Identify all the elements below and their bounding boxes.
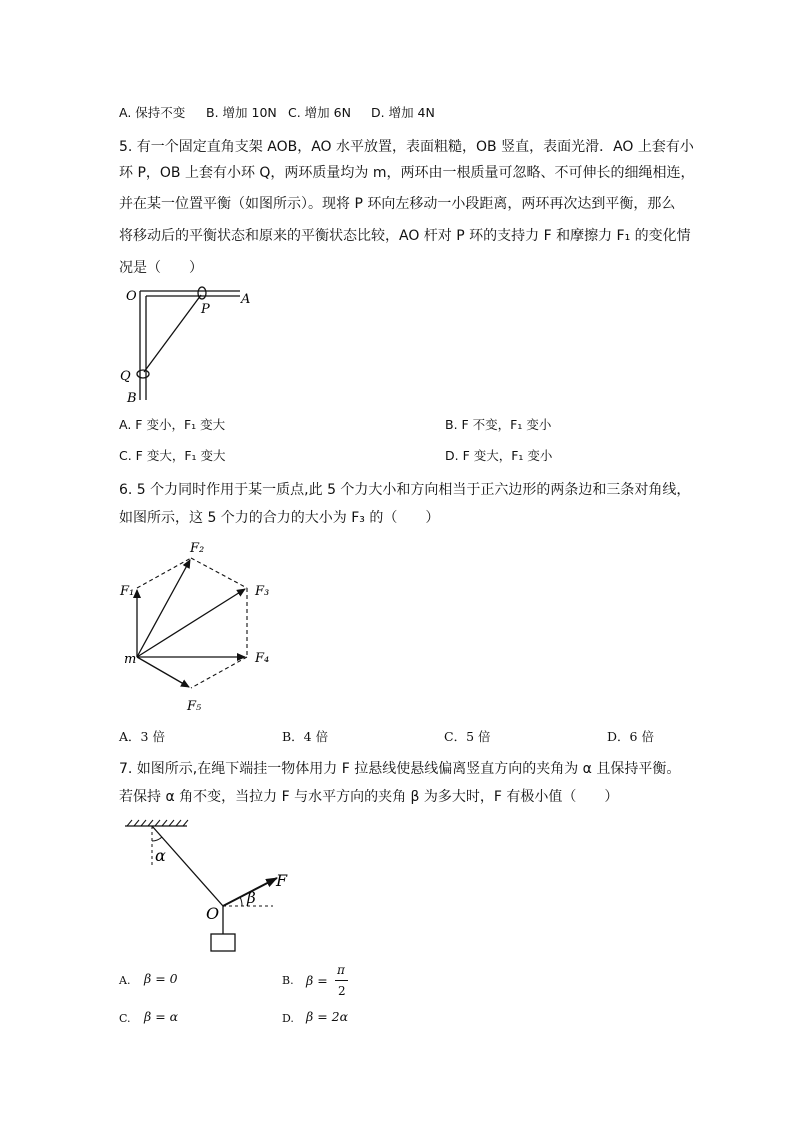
q7-line-1: 7. 如图所示,在绳下端挂一物体用力 F 拉悬线使悬线偏离竖直方向的夹角为 α 且保持平衡。 [119,761,681,777]
q5-line-3: 并在某一位置平衡（如图所示）。现将 P 环向左移动一小段距离，两环再次达到平衡，那么 [119,196,676,212]
q6-label-f3: F₃ [255,584,270,599]
q4-option-c: C. 增加 6N [288,105,351,120]
q7-fraction-bar [335,980,348,981]
q7-option-b-left: β = [306,973,328,988]
q7-option-a: β = 0 [144,971,178,986]
q6-label-m: m [124,652,137,667]
q6-option-a: A．3 倍 [119,729,165,744]
q7-option-b-label: B. [282,974,294,987]
q5-label-a: A [241,292,251,307]
q7-label-f: F [276,871,288,890]
q5-option-b: B. F 不变，F₁ 变小 [445,417,552,432]
q6-line-2: 如图所示，这 5 个力的合力的大小为 F₃ 的（ ） [119,510,440,526]
q6-option-d: D．6 倍 [607,729,654,744]
q7-option-c-label: C. [119,1012,131,1025]
q7-label-o: O [206,904,220,923]
q5-option-a: A. F 变小，F₁ 变大 [119,417,226,432]
q5-option-d: D. F 变大，F₁ 变小 [445,448,553,463]
q7-label-beta: β [247,889,256,907]
q7-line-2: 若保持 α 角不变，当拉力 F 与水平方向的夹角 β 为多大时，F 有极小值（ ） [119,789,619,805]
q7-label-alpha: α [155,846,166,865]
q5-line-2: 环 P，OB 上套有小环 Q，两环质量均为 m，两环由一根质量可忽略、不可伸长的细绳相连， [119,165,695,181]
q7-figure-pendulum [115,815,305,960]
q6-label-f1: F₁ [120,584,135,599]
q5-label-p: P [201,302,210,317]
q5-line-4: 将移动后的平衡状态和原来的平衡状态比较，AO 杆对 P 环的支持力 F 和摩擦力 F₁ 的变化情 [119,228,691,244]
q5-label-o: O [126,289,137,304]
q6-line-1: 6. 5 个力同时作用于某一质点,此 5 个力大小和方向相当于正六边形的两条边和三条对角线， [119,482,691,498]
q5-line-5: 况是（ ） [119,260,203,276]
q6-figure-hexagon [115,535,285,715]
q7-option-b-denominator: 2 [338,984,346,998]
q6-label-f5: F₅ [187,699,202,714]
q6-option-b: B．4 倍 [282,729,329,744]
q7-option-b-numerator: π [337,963,345,977]
q4-option-b: B. 增加 10N [206,105,277,120]
q6-option-c: C．5 倍 [444,729,491,744]
q7-option-c: β = α [144,1009,179,1024]
q5-figure-bracket [115,282,265,407]
q4-option-d: D. 增加 4N [371,105,435,120]
q7-option-d: β = 2α [306,1009,349,1024]
q5-label-q: Q [120,369,131,384]
q7-option-a-label: A. [119,974,131,987]
q5-option-c: C. F 变大，F₁ 变大 [119,448,226,463]
q6-label-f2: F₂ [190,541,205,556]
q6-label-f4: F₄ [255,651,270,666]
q4-option-a: A. 保持不变 [119,105,186,120]
q7-option-d-label: D. [282,1012,294,1025]
q5-label-b: B [127,391,137,406]
q5-line-1: 5. 有一个固定直角支架 AOB，AO 水平放置，表面粗糙，OB 竖直，表面光滑．AO 上套有小 [119,139,694,155]
